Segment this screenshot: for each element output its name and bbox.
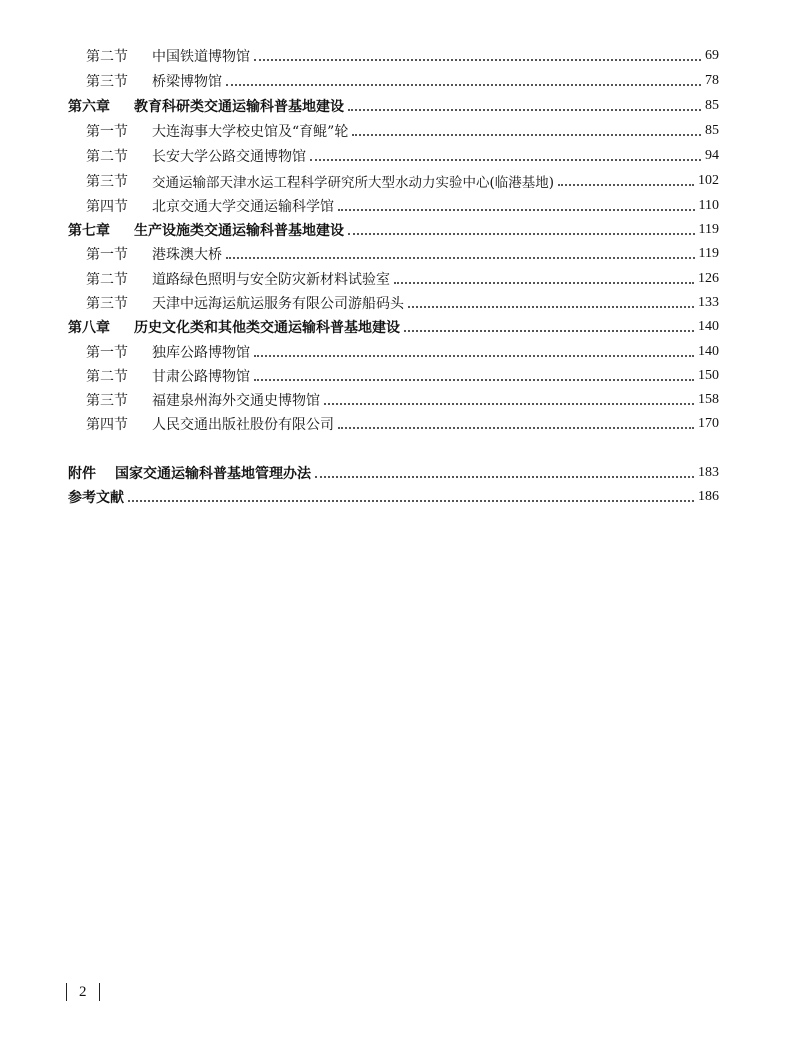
dot-leader [352,134,701,136]
entry-number: 第三节 [86,74,128,90]
footer-rule-left [66,983,67,1001]
toc-entry[interactable] [0,242,790,266]
entry-number: 第三节 [86,296,128,312]
entry-title: 人民交通出版社股份有限公司 [152,417,334,433]
toc-entry[interactable] [0,364,790,388]
dot-leader [226,257,695,259]
dot-leader [226,84,701,86]
entry-page: 150 [698,368,719,383]
entry-page: 186 [698,489,719,504]
entry-title: 生产设施类交通运输科普基地建设 [134,223,344,239]
dot-leader [338,209,695,211]
dot-leader [310,159,701,161]
entry-page: 94 [705,148,719,163]
page-footer [66,983,100,1001]
dot-leader [408,306,694,308]
dot-leader [404,330,694,332]
entry-title: 独库公路博物馆 [152,345,250,361]
toc-chapter-entry[interactable] [0,315,790,339]
entry-title: 中国铁道博物馆 [152,49,250,65]
entry-title: 甘肃公路博物馆 [152,369,250,385]
entry-page: 102 [698,173,719,188]
entry-title: 福建泉州海外交通史博物馆 [152,393,320,409]
entry-title: 桥梁博物馆 [152,74,222,90]
page-number: 2 [79,983,87,1000]
entry-number: 第三节 [86,393,128,409]
entry-page: 110 [698,198,719,213]
entry-title: 长安大学公路交通博物馆 [152,149,306,165]
entry-number: 第六章 [68,99,110,115]
dot-leader [558,184,694,186]
entry-page: 85 [705,123,719,138]
toc-chapter-entry[interactable] [0,94,790,118]
dot-leader [348,109,701,111]
entry-number: 第二节 [86,272,128,288]
entry-title: 教育科研类交通运输科普基地建设 [134,99,344,115]
toc-entry[interactable] [0,340,790,364]
dot-leader [348,233,695,235]
entry-title: 道路绿色照明与安全防灾新材料试验室 [152,272,390,288]
toc-entry[interactable] [0,69,790,93]
toc-entry[interactable] [0,194,790,218]
entry-title: 天津中远海运航运服务有限公司游船码头 [152,296,404,312]
entry-page: 85 [705,98,719,113]
dot-leader [315,476,694,478]
entry-number: 第三节 [86,174,128,190]
toc-entry[interactable] [0,44,790,68]
dot-leader [254,379,694,381]
entry-number: 第一节 [86,345,128,361]
entry-number: 第八章 [68,320,110,336]
entry-page: 119 [698,246,719,261]
entry-number: 第一节 [86,124,128,140]
toc-references-entry[interactable] [0,485,790,509]
entry-page: 170 [698,416,719,431]
entry-number: 第四节 [86,199,128,215]
entry-title: 北京交通大学交通运输科学馆 [152,199,334,215]
entry-title: 港珠澳大桥 [152,247,222,263]
toc-entry[interactable] [0,388,790,412]
dot-leader [338,427,694,429]
toc-entry[interactable] [0,144,790,168]
entry-title: 交通运输部天津水运工程科学研究所大型水动力实验中心(临港基地) [152,175,555,191]
footer-rule-right [99,983,100,1001]
entry-page: 140 [698,319,719,334]
toc-entry[interactable] [0,119,790,143]
dot-leader [394,282,694,284]
entry-number: 第二节 [86,49,128,65]
entry-number: 第一节 [86,247,128,263]
entry-title: 国家交通运输科普基地管理办法 [115,466,311,482]
entry-number: 第四节 [86,417,128,433]
entry-page: 119 [698,222,719,237]
entry-page: 78 [705,73,719,88]
entry-page: 183 [698,465,719,480]
entry-page: 140 [698,344,719,359]
entry-page: 158 [698,392,719,407]
toc-chapter-entry[interactable] [0,218,790,242]
dot-leader [128,500,694,502]
toc-entry[interactable] [0,412,790,436]
toc-entry[interactable] [0,169,790,193]
entry-number: 附件 [68,466,96,482]
toc-appendix-entry[interactable] [0,461,790,485]
dot-leader [254,355,694,357]
entry-title: 历史文化类和其他类交通运输科普基地建设 [134,320,400,336]
entry-title: 大连海事大学校史馆及“育鲲”轮 [152,124,349,140]
entry-page: 133 [698,295,719,310]
entry-page: 69 [705,48,719,63]
entry-title: 参考文献 [68,490,124,506]
dot-leader [254,59,701,61]
toc-entry[interactable] [0,267,790,291]
entry-number: 第七章 [68,223,110,239]
entry-page: 126 [698,271,719,286]
entry-number: 第二节 [86,369,128,385]
dot-leader [324,403,694,405]
toc-entry[interactable] [0,291,790,315]
entry-number: 第二节 [86,149,128,165]
